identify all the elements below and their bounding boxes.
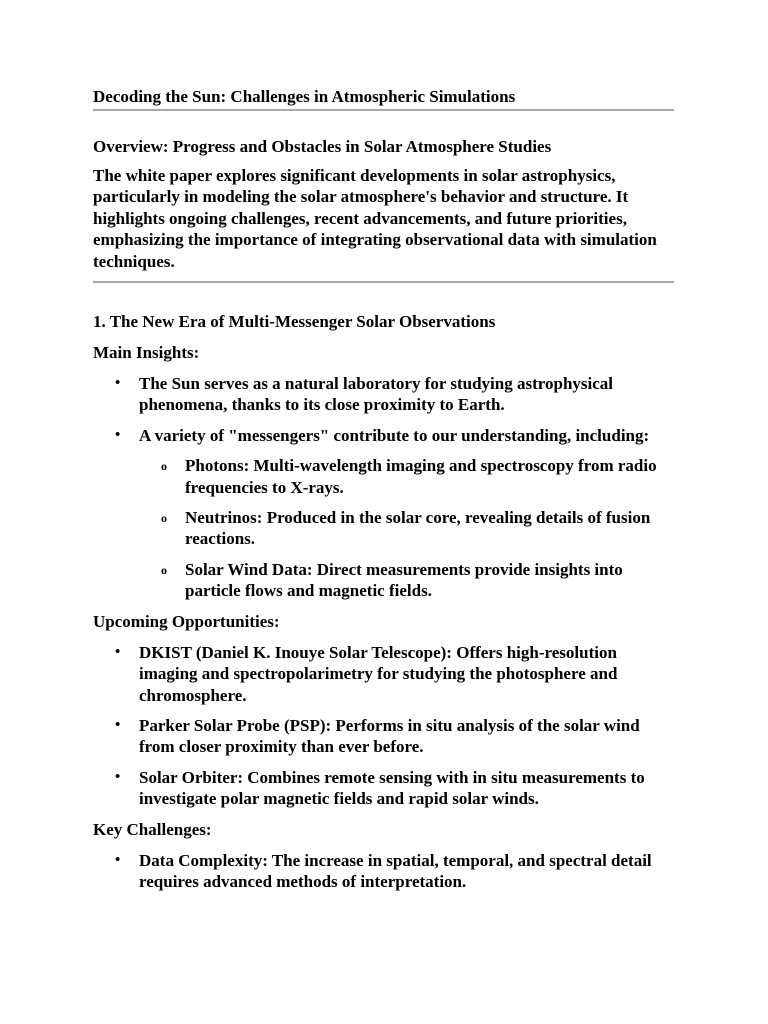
list-item [93,373,674,416]
list-item [93,425,674,602]
overview-divider [93,281,674,283]
list-item-text: The Sun serves as a natural laboratory for studying astrophysical phenomena, thanks to its close proximity to Earth. [139,374,613,415]
list-item-text: Data Complexity: The increase in spatial, temporal, and spectral detail requires advanced methods of interpretation. [139,850,652,891]
bullet-icon: • [115,768,121,785]
list-item-text: Parker Solar Probe (PSP): Performs in situ analysis of the solar wind from closer proximity than ever before. [139,715,640,757]
main-insights-list [93,373,674,602]
list-item-text: DKIST (Daniel K. Inouye Solar Telescope): Offers high-resolution imaging and spectropolarimetry for studying the photosphere and chromosphere. [139,642,618,705]
title-divider [93,109,674,111]
key-challenges-list [93,850,674,893]
bullet-icon: • [115,851,121,868]
list-item [93,715,674,758]
circle-bullet-icon: o [161,459,167,474]
list-item-text: A variety of "messengers" contribute to our understanding, including: [139,425,650,445]
list-item [93,850,674,893]
list-item [93,642,674,706]
key-challenges-label: Key Challenges: [93,819,212,839]
upcoming-opportunities-list [93,642,674,810]
bullet-icon: • [115,375,121,392]
document-title: Decoding the Sun: Challenges in Atmospheric Simulations [93,87,516,106]
main-insights-label: Main Insights: [93,343,200,363]
section-1-title: 1. The New Era of Multi-Messenger Solar Observations [93,312,496,332]
bullet-icon: • [115,643,121,660]
sub-list-item-text: Solar Wind Data: Direct measurements provide insights into particle flows and magnetic fields. [185,559,623,601]
list-item [93,767,674,810]
messengers-sublist [139,455,674,601]
circle-bullet-icon: o [161,511,167,526]
sub-list-item-text: Neutrinos: Produced in the solar core, revealing details of fusion reactions. [185,508,651,549]
list-item-text: Solar Orbiter: Combines remote sensing with in situ measurements to investigate polar magnetic fields and rapid solar winds. [139,767,645,809]
bullet-icon: • [115,426,121,443]
sub-list-item [139,559,674,602]
overview-heading: Overview: Progress and Obstacles in Solar Atmosphere Studies [93,137,552,156]
overview-text: The white paper explores significant developments in solar astrophysics, particularly in modeling the solar atmosphere's behavior and structure. It highlights ongoing challenges, recent advancements, and future priorities, emphasizing the importance of integrating observational data with simulation techniques. [93,166,657,271]
sub-list-item-text: Photons: Multi-wavelength imaging and spectroscopy from radio frequencies to X-rays. [185,456,657,497]
sub-list-item [139,507,674,550]
circle-bullet-icon: o [161,562,167,577]
bullet-icon: • [115,716,121,733]
sub-list-item [139,455,674,498]
upcoming-opportunities-label: Upcoming Opportunities: [93,611,280,631]
